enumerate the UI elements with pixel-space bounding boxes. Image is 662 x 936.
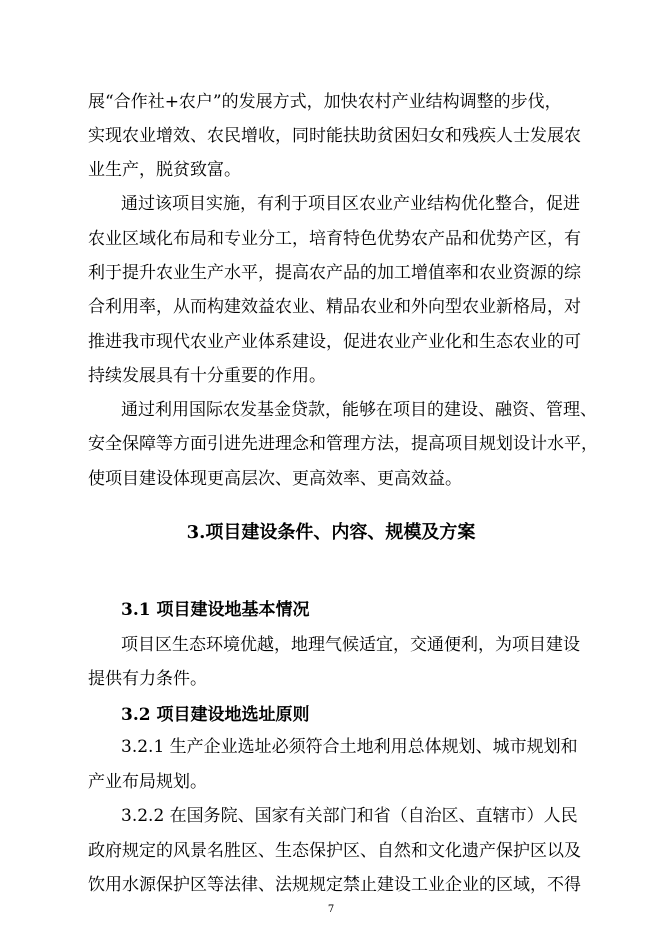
paragraph-line: 产业布局规划。 xyxy=(88,772,207,792)
paragraph-line: 3.2.2 在国务院、国家有关部门和省（自治区、直辖市）人民 xyxy=(121,806,578,826)
paragraph-line: 展“合作社+农户”的发展方式，加快农村产业结构调整的步伐， xyxy=(88,92,562,112)
paragraph-line: 通过该项目实施，有利于项目区农业产业结构优化整合，促进 xyxy=(121,194,580,214)
paragraph-line: 项目区生态环境优越，地理气候适宜，交通便利，为项目建设 xyxy=(121,635,580,655)
paragraph-line: 通过利用国际农发基金贷款，能够在项目的建设、融资、管理、 xyxy=(121,400,597,420)
paragraph-line: 利于提升农业生产水平，提高农产品的加工增值率和农业资源的综 xyxy=(88,263,581,283)
paragraph-line: 安全保障等方面引进先进理念和管理方法，提高项目规划设计水平， xyxy=(88,434,598,454)
paragraph-line: 实现农业增效、农民增收，同时能扶助贫困妇女和残疾人士发展农 xyxy=(88,126,581,146)
paragraph-line: 3.2.1 生产企业选址必须符合土地利用总体规划、城市规划和 xyxy=(121,737,578,757)
paragraph-line: 业生产，脱贫致富。 xyxy=(88,160,241,180)
paragraph-line: 农业区域化布局和专业分工，培育特色优势农产品和优势产区，有 xyxy=(88,229,581,249)
page-number: 7 xyxy=(327,904,335,915)
paragraph-line: 政府规定的风景名胜区、生态保护区、自然和文化遗产保护区以及 xyxy=(88,841,581,861)
section-heading: 3.项目建设条件、内容、规模及方案 xyxy=(186,522,476,543)
subsection-heading: 3.1 项目建设地基本情况 xyxy=(121,600,310,620)
paragraph-line: 使项目建设体现更高层次、更高效率、更高效益。 xyxy=(88,469,462,489)
paragraph-line: 合利用率，从而构建效益农业、精品农业和外向型农业新格局，对 xyxy=(88,297,581,317)
paragraph-line: 提供有力条件。 xyxy=(88,669,207,689)
paragraph-line: 推进我市现代农业产业体系建设，促进农业产业化和生态农业的可 xyxy=(88,332,581,352)
paragraph-line: 饮用水源保护区等法律、法规规定禁止建设工业企业的区域，不得 xyxy=(88,875,581,895)
subsection-heading: 3.2 项目建设地选址原则 xyxy=(121,705,310,725)
paragraph-line: 持续发展具有十分重要的作用。 xyxy=(88,366,326,386)
